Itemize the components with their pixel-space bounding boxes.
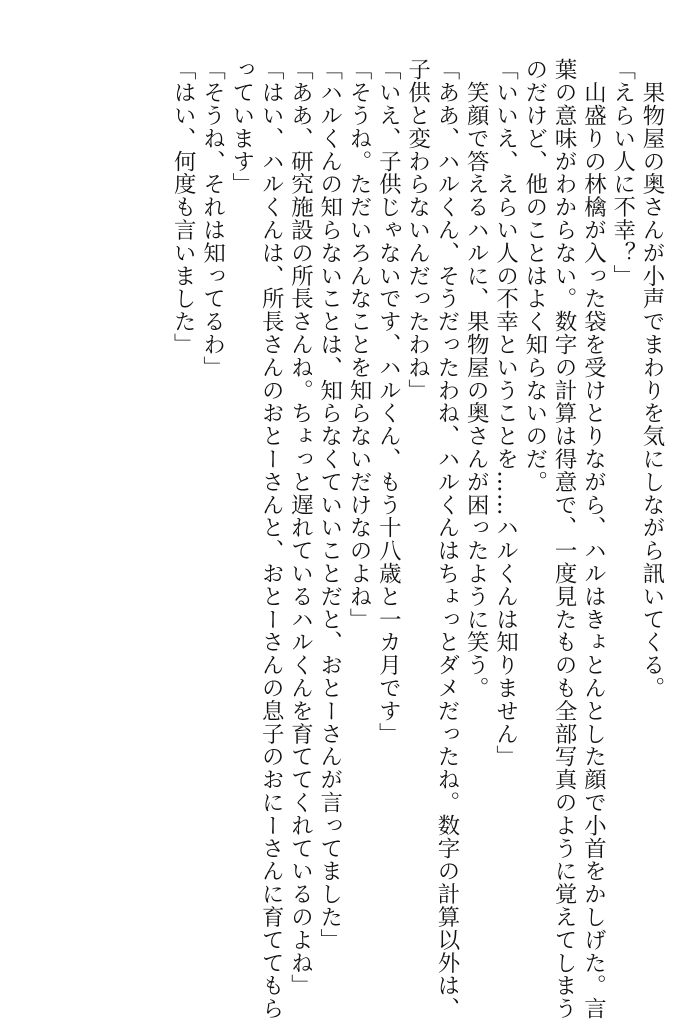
vertical-text-block bbox=[168, 58, 666, 1020]
text-line: 「いいえ、えらい人の不幸ということを……ハルくんは知りません」 bbox=[492, 58, 519, 768]
text-line: 笑顔で答えるハルに、果物屋の奥さんが困ったように笑う。 bbox=[463, 58, 490, 700]
text-line: 「えらい人に不幸？」 bbox=[609, 58, 636, 287]
text-line: 山盛りの林檎が入った袋を受けとりながら、ハルはきょとんとした顔で小首をかしげた。言 bbox=[580, 58, 607, 1020]
text-line: 「ああ、ハルくん、そうだったわね、ハルくんはちょっとダメだったね。数字の計算以外は、 bbox=[433, 58, 460, 1020]
text-line: 「そうね、それは知ってるわ」 bbox=[199, 58, 226, 379]
text-line: 「はい、ハルくんは、所長さんのおとーさんと、おとーさんの息子のおにーさんに育ててもら bbox=[258, 58, 285, 1020]
text-line: 葉の意味がわからない。数字の計算は得意で、一度見たものも全部写真のように覚えてしまう bbox=[551, 58, 578, 1020]
text-line: 「はい、何度も言いました」 bbox=[170, 58, 197, 356]
text-line: 「ハルくんの知らないことは、知らなくていいことだと、おとーさんが言ってました」 bbox=[316, 58, 343, 952]
text-line: 「いえ、子供じゃないです、ハルくん、もう十八歳と一カ月です」 bbox=[375, 58, 402, 745]
text-line: 果物屋の奥さんが小声でまわりを気にしながら訊いてくる。 bbox=[639, 58, 665, 700]
text-line: 「そうね。ただいろんなことを知らないだけなのよね」 bbox=[346, 58, 373, 631]
text-line: 子供と変わらないんだったわね」 bbox=[404, 58, 431, 402]
text-line: 「ああ、研究施設の所長さんね。ちょっと遅れているハルくんを育ててくれているのよね」 bbox=[287, 58, 314, 997]
text-line: のだけど、他のことはよく知らないのだ。 bbox=[521, 58, 548, 494]
text-line: っています」 bbox=[228, 58, 255, 196]
